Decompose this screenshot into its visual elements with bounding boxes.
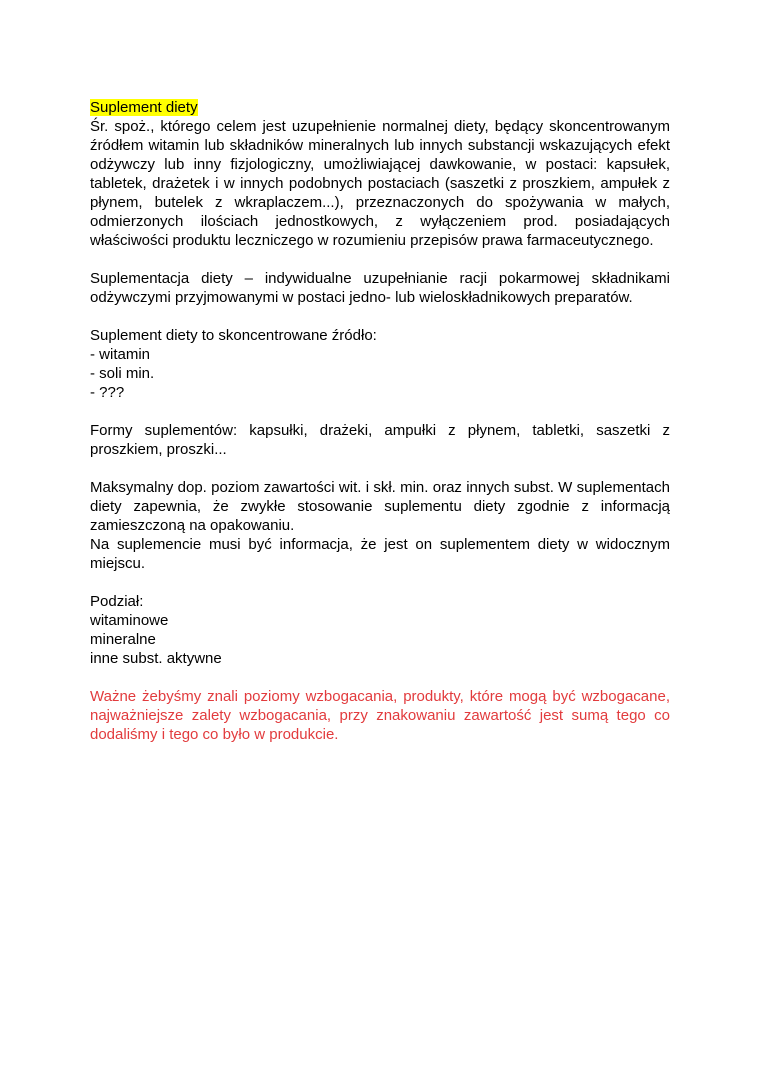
list-division <box>90 592 670 668</box>
document-title: Suplement diety <box>90 99 198 116</box>
list-division-item: mineralne <box>90 631 156 648</box>
paragraph-definition: Śr. spoż., którego celem jest uzupełnienie normalnej diety, będący skoncentrowanym źródłem witamin lub składników mineralnych lub innych substancji wskazujących efekt odżywczy lub inny fizjologiczny, umożliwiającej dawkowanie, w postaci: kapsułek, tabletek, drażetek i w innych podobnych postaciach (saszetki z proszkiem, ampułek z płynem, butelek z wkraplaczem...), przeznaczonych do spożywania w małych, odmierzonych ilościach jednostkowych, z wyłączeniem prod. posiadających właściwości produktu leczniczego w rozumieniu przepisów prawa farmaceutycznego. <box>90 118 670 249</box>
paragraph-forms: Formy suplementów: kapsułki, drażeki, ampułki z płynem, tabletki, saszetki z proszkiem, proszki... <box>90 422 670 458</box>
paragraph-warning: Ważne żebyśmy znali poziomy wzbogacania, produkty, które mogą być wzbogacane, najważniejsze zalety wzbogacania, przy znakowaniu zawartość jest sumą tego co dodaliśmy i tego co było w produkcie. <box>90 688 670 743</box>
paragraph-supplementation: Suplementacja diety – indywidualne uzupełnianie racji pokarmowej składnikami odżywczymi przyjmowanymi w postaci jedno- lub wieloskładnikowych preparatów. <box>90 270 670 306</box>
list-division-intro: Podział: <box>90 593 144 610</box>
paragraph-label-info: Na suplemencie musi być informacja, że jest on suplementem diety w widocznym miejscu. <box>90 536 670 572</box>
list-division-item: witaminowe <box>90 612 169 629</box>
list-source-item: - witamin <box>90 346 151 363</box>
document-title-line <box>90 98 670 117</box>
list-division-item: inne subst. aktywne <box>90 650 222 667</box>
list-source-item: - soli min. <box>90 365 155 382</box>
list-source <box>90 326 670 402</box>
paragraph-max-level: Maksymalny dop. poziom zawartości wit. i skł. min. oraz innych subst. W suplementach diety zapewnia, że zwykłe stosowanie suplementu diety zgodnie z informacją zamieszczoną na opakowaniu. <box>90 479 670 534</box>
list-source-item: - ??? <box>90 384 125 401</box>
list-source-intro: Suplement diety to skoncentrowane źródło: <box>90 327 377 344</box>
